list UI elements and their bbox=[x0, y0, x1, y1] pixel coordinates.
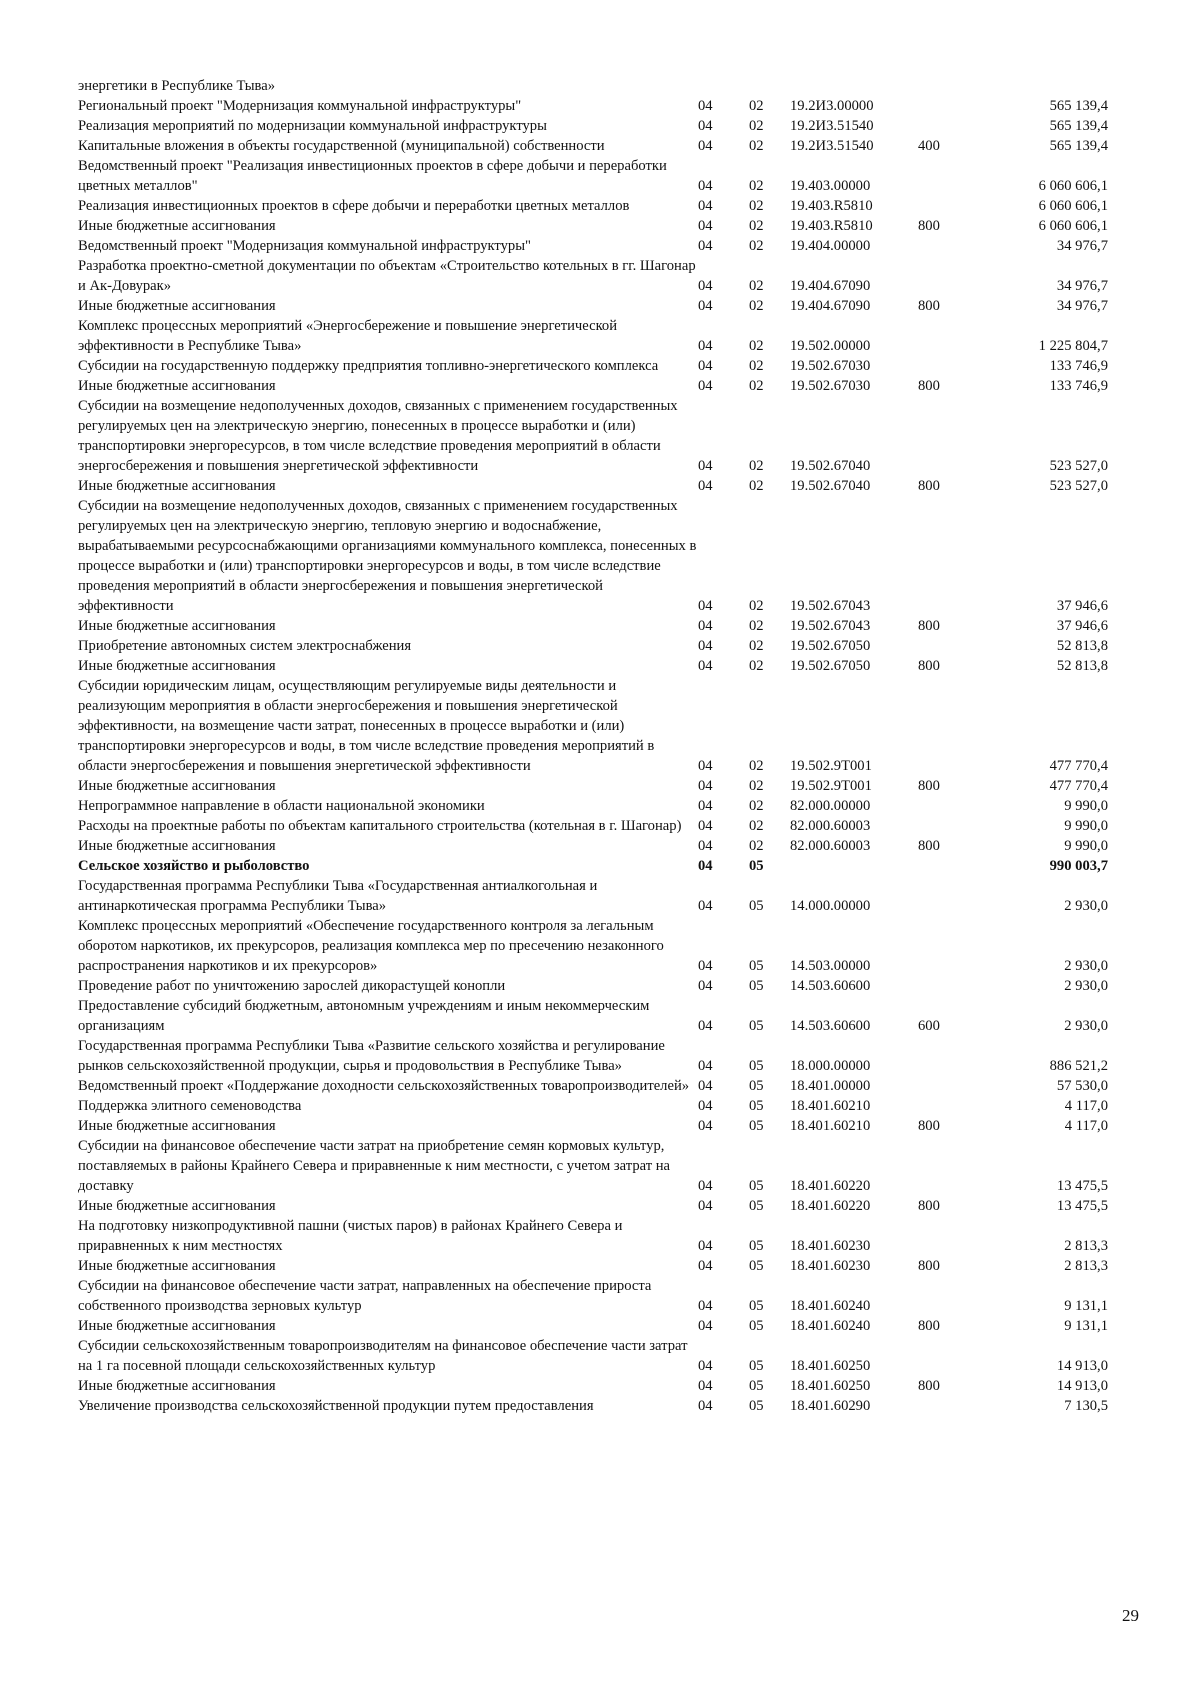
row-expense-type: 800 bbox=[918, 1118, 940, 1134]
row-target-code: 19.404.67090 bbox=[790, 278, 871, 294]
row-target-code bbox=[790, 76, 918, 96]
row-subsection: 05 bbox=[749, 1318, 764, 1334]
page-number: 29 bbox=[1122, 1606, 1139, 1625]
table-row bbox=[78, 396, 1108, 476]
row-name: Комплекс процессных мероприятий «Обеспечение государственного контроля за легальным оборотом наркотиков, их прекурсоров, реализация комплекса мер по пресечению незаконного распространения наркотиков и их прекурсоров» bbox=[78, 918, 664, 974]
row-name: Реализация мероприятий по модернизации коммунальной инфраструктуры bbox=[78, 118, 547, 134]
table-row bbox=[78, 1396, 1108, 1416]
row-name: Иные бюджетные ассигнования bbox=[78, 1118, 276, 1134]
row-amount: 133 746,9 bbox=[1049, 358, 1108, 374]
row-amount: 7 130,5 bbox=[1064, 1398, 1108, 1414]
row-name: Субсидии на государственную поддержку предприятия топливно-энергетического комплекса bbox=[78, 358, 659, 374]
row-subsection: 02 bbox=[749, 298, 764, 314]
row-name: Приобретение автономных систем электроснабжения bbox=[78, 638, 412, 654]
row-name: Комплекс процессных мероприятий «Энергосбережение и повышение энергетической эффективности в Республике Тыва» bbox=[78, 318, 618, 354]
table-row bbox=[78, 116, 1108, 136]
row-expense-type bbox=[918, 316, 996, 356]
row-section: 04 bbox=[698, 238, 713, 254]
row-amount: 523 527,0 bbox=[1049, 478, 1108, 494]
row-name: Ведомственный проект «Поддержание доходности сельскохозяйственных товаропроизводителей» bbox=[78, 1078, 690, 1094]
row-name: Реализация инвестиционных проектов в сфере добычи и переработки цветных металлов bbox=[78, 198, 630, 214]
row-name: Иные бюджетные ассигнования bbox=[78, 478, 276, 494]
row-target-code: 19.502.00000 bbox=[790, 338, 871, 354]
row-section: 04 bbox=[698, 658, 713, 674]
table-row bbox=[78, 256, 1108, 296]
row-expense-type bbox=[918, 1276, 996, 1316]
row-section: 04 bbox=[698, 1358, 713, 1374]
row-section: 04 bbox=[698, 98, 713, 114]
row-amount: 14 913,0 bbox=[1056, 1358, 1108, 1374]
row-section: 04 bbox=[698, 358, 713, 374]
row-subsection: 02 bbox=[749, 638, 764, 654]
row-section: 04 bbox=[698, 218, 713, 234]
row-subsection: 02 bbox=[749, 658, 764, 674]
row-amount: 133 746,9 bbox=[1049, 378, 1108, 394]
row-amount: 9 131,1 bbox=[1064, 1318, 1108, 1334]
row-name: Иные бюджетные ассигнования bbox=[78, 298, 276, 314]
row-section: 04 bbox=[698, 1238, 713, 1254]
row-amount: 34 976,7 bbox=[1056, 238, 1108, 254]
row-amount: 2 930,0 bbox=[1064, 978, 1108, 994]
row-expense-type bbox=[918, 396, 996, 476]
row-target-code: 82.000.60003 bbox=[790, 838, 871, 854]
row-target-code: 19.502.67050 bbox=[790, 638, 871, 654]
row-section: 04 bbox=[698, 1018, 713, 1034]
row-amount: 990 003,7 bbox=[1049, 858, 1108, 874]
row-amount: 52 813,8 bbox=[1056, 638, 1108, 654]
row-target-code: 19.404.67090 bbox=[790, 298, 871, 314]
row-section: 04 bbox=[698, 978, 713, 994]
row-name: Иные бюджетные ассигнования bbox=[78, 218, 276, 234]
row-expense-type bbox=[918, 876, 996, 916]
row-amount: 565 139,4 bbox=[1049, 138, 1108, 154]
table-row bbox=[78, 776, 1108, 796]
row-expense-type bbox=[918, 256, 996, 296]
row-expense-type bbox=[918, 1216, 996, 1256]
row-amount: 1 225 804,7 bbox=[1038, 338, 1108, 354]
row-expense-type bbox=[918, 1096, 996, 1116]
row-target-code: 19.502.67030 bbox=[790, 358, 871, 374]
row-section: 04 bbox=[698, 178, 713, 194]
row-section: 04 bbox=[698, 298, 713, 314]
row-target-code: 19.502.9T001 bbox=[790, 758, 872, 774]
row-expense-type: 800 bbox=[918, 838, 940, 854]
row-amount: 34 976,7 bbox=[1056, 278, 1108, 294]
table-row bbox=[78, 1196, 1108, 1216]
row-expense-type bbox=[918, 196, 996, 216]
row-subsection: 05 bbox=[749, 1198, 764, 1214]
row-name: энергетики в Республике Тыва» bbox=[78, 78, 276, 94]
table-row bbox=[78, 1216, 1108, 1256]
row-target-code: 19.502.67043 bbox=[790, 618, 871, 634]
row-section: 04 bbox=[698, 1098, 713, 1114]
row-target-code: 19.2И3.51540 bbox=[790, 138, 874, 154]
row-expense-type: 800 bbox=[918, 1378, 940, 1394]
row-subsection: 02 bbox=[749, 118, 764, 134]
row-name: На подготовку низкопродуктивной пашни (чистых паров) в районах Крайнего Севера и приравненных к ним местностях bbox=[78, 1218, 623, 1254]
row-subsection: 02 bbox=[749, 358, 764, 374]
row-subsection: 02 bbox=[749, 798, 764, 814]
row-amount: 6 060 606,1 bbox=[1038, 178, 1108, 194]
row-expense-type bbox=[918, 1076, 996, 1096]
row-expense-type bbox=[918, 1336, 996, 1376]
row-section: 04 bbox=[698, 198, 713, 214]
row-subsection: 05 bbox=[749, 1178, 764, 1194]
row-subsection: 02 bbox=[749, 178, 764, 194]
row-target-code: 19.502.67040 bbox=[790, 478, 871, 494]
row-subsection: 05 bbox=[749, 978, 764, 994]
row-name: Проведение работ по уничтожению зарослей дикорастущей конопли bbox=[78, 978, 506, 994]
row-section: 04 bbox=[698, 1178, 713, 1194]
row-expense-type: 800 bbox=[918, 1258, 940, 1274]
table-row bbox=[78, 796, 1108, 816]
row-subsection: 02 bbox=[749, 758, 764, 774]
row-subsection: 02 bbox=[749, 338, 764, 354]
row-name: Разработка проектно-сметной документации по объектам «Строительство котельных в гг. Шагонар и Ак-Довурак» bbox=[78, 258, 696, 294]
table-row bbox=[78, 1096, 1108, 1116]
row-amount: 37 946,6 bbox=[1056, 598, 1108, 614]
table-row bbox=[78, 496, 1108, 616]
table-row bbox=[78, 76, 1108, 96]
row-target-code bbox=[790, 856, 918, 876]
row-section: 04 bbox=[698, 478, 713, 494]
row-subsection: 05 bbox=[749, 898, 764, 914]
row-target-code: 19.502.67030 bbox=[790, 378, 871, 394]
row-expense-type: 800 bbox=[918, 478, 940, 494]
row-amount: 9 990,0 bbox=[1064, 798, 1108, 814]
row-expense-type bbox=[918, 76, 996, 96]
row-amount: 9 131,1 bbox=[1064, 1298, 1108, 1314]
row-expense-type: 400 bbox=[918, 138, 940, 154]
row-subsection: 02 bbox=[749, 778, 764, 794]
row-amount: 4 117,0 bbox=[1064, 1098, 1108, 1114]
row-subsection: 05 bbox=[749, 1058, 764, 1074]
table-row bbox=[78, 876, 1108, 916]
table-row bbox=[78, 376, 1108, 396]
row-subsection: 02 bbox=[749, 838, 764, 854]
row-section: 04 bbox=[698, 1058, 713, 1074]
table-row bbox=[78, 676, 1108, 776]
row-section: 04 bbox=[698, 1318, 713, 1334]
table-row bbox=[78, 1256, 1108, 1276]
row-subsection: 02 bbox=[749, 98, 764, 114]
row-name: Иные бюджетные ассигнования bbox=[78, 778, 276, 794]
row-expense-type: 800 bbox=[918, 378, 940, 394]
row-name: Иные бюджетные ассигнования bbox=[78, 1198, 276, 1214]
table-row bbox=[78, 356, 1108, 376]
row-target-code: 18.000.00000 bbox=[790, 1058, 871, 1074]
row-name: Предоставление субсидий бюджетным, автономным учреждениям и иным некоммерческим организациям bbox=[78, 998, 650, 1034]
row-amount: 2 813,3 bbox=[1064, 1238, 1108, 1254]
row-subsection: 02 bbox=[749, 598, 764, 614]
row-name: Непрограммное направление в области национальной экономики bbox=[78, 798, 485, 814]
row-target-code: 19.502.67040 bbox=[790, 458, 871, 474]
row-target-code: 18.401.60240 bbox=[790, 1318, 871, 1334]
row-target-code: 18.401.60290 bbox=[790, 1398, 871, 1414]
row-section: 04 bbox=[698, 1198, 713, 1214]
row-target-code: 14.503.00000 bbox=[790, 958, 871, 974]
row-subsection: 05 bbox=[749, 1238, 764, 1254]
row-amount: 9 990,0 bbox=[1064, 818, 1108, 834]
row-target-code: 18.401.60250 bbox=[790, 1358, 871, 1374]
row-expense-type: 800 bbox=[918, 778, 940, 794]
row-amount: 34 976,7 bbox=[1056, 298, 1108, 314]
row-subsection: 05 bbox=[749, 1118, 764, 1134]
row-section: 04 bbox=[698, 818, 713, 834]
row-section: 04 bbox=[698, 838, 713, 854]
row-name: Расходы на проектные работы по объектам капитального строительства (котельная в г. Шагонар) bbox=[78, 818, 682, 834]
row-target-code: 18.401.60240 bbox=[790, 1298, 871, 1314]
row-target-code: 82.000.00000 bbox=[790, 798, 871, 814]
table-row bbox=[78, 816, 1108, 836]
row-target-code: 19.403.R5810 bbox=[790, 198, 873, 214]
row-amount: 2 930,0 bbox=[1064, 898, 1108, 914]
row-subsection: 02 bbox=[749, 458, 764, 474]
row-subsection: 05 bbox=[749, 1398, 764, 1414]
row-name: Субсидии на возмещение недополученных доходов, связанных с применением государственных регулируемых цен на электрическую энергию, тепловую энергию и водоснабжение, вырабатываемыми ресурсоснабжающими организациями коммунального комплекса, понесенных в процессе выработки и (или) транспортировки энергоресурсов и воды, в том числе вследствие проведения мероприятий в области энергосбережения и повышения энергетической эффективности bbox=[78, 498, 697, 614]
row-name: Ведомственный проект "Модернизация коммунальной инфраструктуры" bbox=[78, 238, 531, 254]
row-amount: 565 139,4 bbox=[1049, 118, 1108, 134]
row-expense-type bbox=[918, 976, 996, 996]
row-expense-type: 800 bbox=[918, 1198, 940, 1214]
budget-table bbox=[78, 76, 1108, 1416]
row-name: Региональный проект "Модернизация коммунальной инфраструктуры" bbox=[78, 98, 522, 114]
table-row bbox=[78, 156, 1108, 196]
row-subsection: 05 bbox=[749, 958, 764, 974]
row-section: 04 bbox=[698, 378, 713, 394]
row-section: 04 bbox=[698, 618, 713, 634]
row-expense-type bbox=[918, 496, 996, 616]
row-name: Государственная программа Республики Тыва «Развитие сельского хозяйства и регулирование рынков сельскохозяйственной продукции, сырья и продовольствия в Республике Тыва» bbox=[78, 1038, 665, 1074]
row-amount: 13 475,5 bbox=[1056, 1178, 1108, 1194]
row-section: 04 bbox=[698, 458, 713, 474]
row-name: Субсидии юридическим лицам, осуществляющим регулируемые виды деятельности и реализующим мероприятия в области энергосбережения и повышения энергетической эффективности, на возмещение части затрат, понесенных в процессе выработки и (или) транспортировки энергоресурсов и воды, в том числе вследствие проведения мероприятий в области энергосбережения и повышения энергетической эффективности bbox=[78, 678, 655, 774]
table-row bbox=[78, 216, 1108, 236]
row-section bbox=[698, 76, 749, 96]
row-target-code: 18.401.60210 bbox=[790, 1098, 871, 1114]
row-name: Иные бюджетные ассигнования bbox=[78, 1258, 276, 1274]
row-section: 04 bbox=[698, 798, 713, 814]
row-amount: 523 527,0 bbox=[1049, 458, 1108, 474]
row-amount: 37 946,6 bbox=[1056, 618, 1108, 634]
row-name: Капитальные вложения в объекты государственной (муниципальной) собственности bbox=[78, 138, 605, 154]
row-target-code: 14.503.60600 bbox=[790, 978, 871, 994]
table-row bbox=[78, 996, 1108, 1036]
table-row bbox=[78, 1316, 1108, 1336]
row-expense-type bbox=[918, 916, 996, 976]
row-target-code: 14.000.00000 bbox=[790, 898, 871, 914]
row-expense-type bbox=[918, 96, 996, 116]
row-expense-type bbox=[918, 156, 996, 196]
row-target-code: 19.2И3.51540 bbox=[790, 118, 874, 134]
row-amount: 6 060 606,1 bbox=[1038, 218, 1108, 234]
row-section: 04 bbox=[698, 1398, 713, 1414]
row-target-code: 19.502.67043 bbox=[790, 598, 871, 614]
row-name: Увеличение производства сельскохозяйственной продукции путем предоставления bbox=[78, 1398, 594, 1414]
row-expense-type bbox=[918, 676, 996, 776]
row-name: Ведомственный проект "Реализация инвестиционных проектов в сфере добычи и переработки цветных металлов" bbox=[78, 158, 667, 194]
row-subsection: 02 bbox=[749, 218, 764, 234]
row-expense-type bbox=[918, 236, 996, 256]
row-expense-type bbox=[918, 356, 996, 376]
row-amount: 2 813,3 bbox=[1064, 1258, 1108, 1274]
row-name: Сельское хозяйство и рыболовство bbox=[78, 858, 310, 874]
row-expense-type: 800 bbox=[918, 618, 940, 634]
table-row bbox=[78, 236, 1108, 256]
row-target-code: 19.403.R5810 bbox=[790, 218, 873, 234]
table-row bbox=[78, 96, 1108, 116]
table-row bbox=[78, 136, 1108, 156]
row-section: 04 bbox=[698, 958, 713, 974]
row-section: 04 bbox=[698, 898, 713, 914]
row-name: Иные бюджетные ассигнования bbox=[78, 1378, 276, 1394]
row-target-code: 19.404.00000 bbox=[790, 238, 871, 254]
table-row bbox=[78, 656, 1108, 676]
row-section: 04 bbox=[698, 758, 713, 774]
row-subsection: 02 bbox=[749, 138, 764, 154]
row-expense-type: 600 bbox=[918, 1018, 940, 1034]
row-name: Поддержка элитного семеноводства bbox=[78, 1098, 302, 1114]
row-expense-type bbox=[918, 1396, 996, 1416]
table-row bbox=[78, 316, 1108, 356]
row-amount: 6 060 606,1 bbox=[1038, 198, 1108, 214]
row-subsection: 02 bbox=[749, 478, 764, 494]
row-amount: 2 930,0 bbox=[1064, 1018, 1108, 1034]
row-subsection: 05 bbox=[749, 1258, 764, 1274]
table-row bbox=[78, 836, 1108, 856]
row-amount: 565 139,4 bbox=[1049, 98, 1108, 114]
row-amount: 52 813,8 bbox=[1056, 658, 1108, 674]
row-expense-type bbox=[918, 796, 996, 816]
row-name: Субсидии на финансовое обеспечение части затрат, направленных на обеспечение прироста собственного производства зерновых культур bbox=[78, 1278, 652, 1314]
row-section: 04 bbox=[698, 338, 713, 354]
row-expense-type bbox=[918, 1036, 996, 1076]
row-target-code: 14.503.60600 bbox=[790, 1018, 871, 1034]
row-subsection: 02 bbox=[749, 278, 764, 294]
row-amount: 9 990,0 bbox=[1064, 838, 1108, 854]
row-amount: 2 930,0 bbox=[1064, 958, 1108, 974]
table-row bbox=[78, 196, 1108, 216]
row-subsection bbox=[749, 76, 790, 96]
row-amount bbox=[996, 76, 1108, 96]
row-subsection: 05 bbox=[749, 1378, 764, 1394]
table-row bbox=[78, 916, 1108, 976]
row-name: Иные бюджетные ассигнования bbox=[78, 378, 276, 394]
row-subsection: 05 bbox=[749, 858, 764, 874]
row-target-code: 18.401.60210 bbox=[790, 1118, 871, 1134]
row-amount: 13 475,5 bbox=[1056, 1198, 1108, 1214]
table-row bbox=[78, 1036, 1108, 1076]
row-expense-type: 800 bbox=[918, 218, 940, 234]
row-section: 04 bbox=[698, 1298, 713, 1314]
table-row bbox=[78, 976, 1108, 996]
row-name: Иные бюджетные ассигнования bbox=[78, 1318, 276, 1334]
row-expense-type bbox=[918, 1136, 996, 1196]
row-subsection: 05 bbox=[749, 1018, 764, 1034]
row-subsection: 02 bbox=[749, 238, 764, 254]
row-target-code: 18.401.60230 bbox=[790, 1238, 871, 1254]
row-expense-type bbox=[918, 816, 996, 836]
row-subsection: 02 bbox=[749, 618, 764, 634]
row-target-code: 18.401.60220 bbox=[790, 1178, 871, 1194]
row-amount: 477 770,4 bbox=[1049, 778, 1108, 794]
row-name: Государственная программа Республики Тыва «Государственная антиалкогольная и антинаркотическая программа Республики Тыва» bbox=[78, 878, 598, 914]
budget-table-body bbox=[78, 76, 1108, 1416]
row-target-code: 19.403.00000 bbox=[790, 178, 871, 194]
row-section: 04 bbox=[698, 638, 713, 654]
row-section: 04 bbox=[698, 598, 713, 614]
row-expense-type bbox=[918, 636, 996, 656]
row-subsection: 05 bbox=[749, 1078, 764, 1094]
row-section: 04 bbox=[698, 1258, 713, 1274]
row-name: Субсидии сельскохозяйственным товаропроизводителям на финансовое обеспечение части затрат на 1 га посевной площади сельскохозяйственных культур bbox=[78, 1338, 688, 1374]
table-row bbox=[78, 1336, 1108, 1376]
table-row bbox=[78, 1376, 1108, 1396]
row-amount: 57 530,0 bbox=[1056, 1078, 1108, 1094]
row-expense-type: 800 bbox=[918, 658, 940, 674]
row-subsection: 05 bbox=[749, 1358, 764, 1374]
row-target-code: 19.2И3.00000 bbox=[790, 98, 874, 114]
row-section: 04 bbox=[698, 138, 713, 154]
row-name: Иные бюджетные ассигнования bbox=[78, 658, 276, 674]
row-name: Иные бюджетные ассигнования bbox=[78, 618, 276, 634]
row-subsection: 02 bbox=[749, 198, 764, 214]
row-subsection: 05 bbox=[749, 1298, 764, 1314]
row-target-code: 19.502.67050 bbox=[790, 658, 871, 674]
row-amount: 886 521,2 bbox=[1049, 1058, 1108, 1074]
table-row bbox=[78, 1276, 1108, 1316]
row-target-code: 18.401.60250 bbox=[790, 1378, 871, 1394]
row-name: Субсидии на возмещение недополученных доходов, связанных с применением государственных регулируемых цен на электрическую энергию, понесенных в процессе выработки и (или) транспортировки энергоресурсов, в том числе вследствие проведения мероприятий в области энергосбережения и повышения энергетической эффективности bbox=[78, 398, 678, 474]
row-amount: 477 770,4 bbox=[1049, 758, 1108, 774]
table-row bbox=[78, 476, 1108, 496]
row-target-code: 18.401.00000 bbox=[790, 1078, 871, 1094]
table-row bbox=[78, 1116, 1108, 1136]
row-name: Иные бюджетные ассигнования bbox=[78, 838, 276, 854]
row-target-code: 18.401.60220 bbox=[790, 1198, 871, 1214]
row-amount: 14 913,0 bbox=[1056, 1378, 1108, 1394]
row-subsection: 05 bbox=[749, 1098, 764, 1114]
row-subsection: 02 bbox=[749, 818, 764, 834]
row-expense-type: 800 bbox=[918, 298, 940, 314]
row-target-code: 82.000.60003 bbox=[790, 818, 871, 834]
table-row bbox=[78, 856, 1108, 876]
row-name: Субсидии на финансовое обеспечение части затрат на приобретение семян кормовых культур, поставляемых в районы Крайнего Севера и приравненные к ним местности, с учетом затрат на доставку bbox=[78, 1138, 671, 1194]
row-expense-type bbox=[918, 116, 996, 136]
row-expense-type bbox=[918, 856, 996, 876]
row-section: 04 bbox=[698, 1078, 713, 1094]
table-row bbox=[78, 296, 1108, 316]
row-section: 04 bbox=[698, 118, 713, 134]
table-row bbox=[78, 636, 1108, 656]
row-section: 04 bbox=[698, 1378, 713, 1394]
row-expense-type: 800 bbox=[918, 1318, 940, 1334]
table-row bbox=[78, 616, 1108, 636]
row-subsection: 02 bbox=[749, 378, 764, 394]
row-target-code: 19.502.9T001 bbox=[790, 778, 872, 794]
row-amount: 4 117,0 bbox=[1064, 1118, 1108, 1134]
table-row bbox=[78, 1136, 1108, 1196]
row-section: 04 bbox=[698, 858, 713, 874]
row-target-code: 18.401.60230 bbox=[790, 1258, 871, 1274]
row-section: 04 bbox=[698, 278, 713, 294]
table-row bbox=[78, 1076, 1108, 1096]
row-section: 04 bbox=[698, 1118, 713, 1134]
row-section: 04 bbox=[698, 778, 713, 794]
